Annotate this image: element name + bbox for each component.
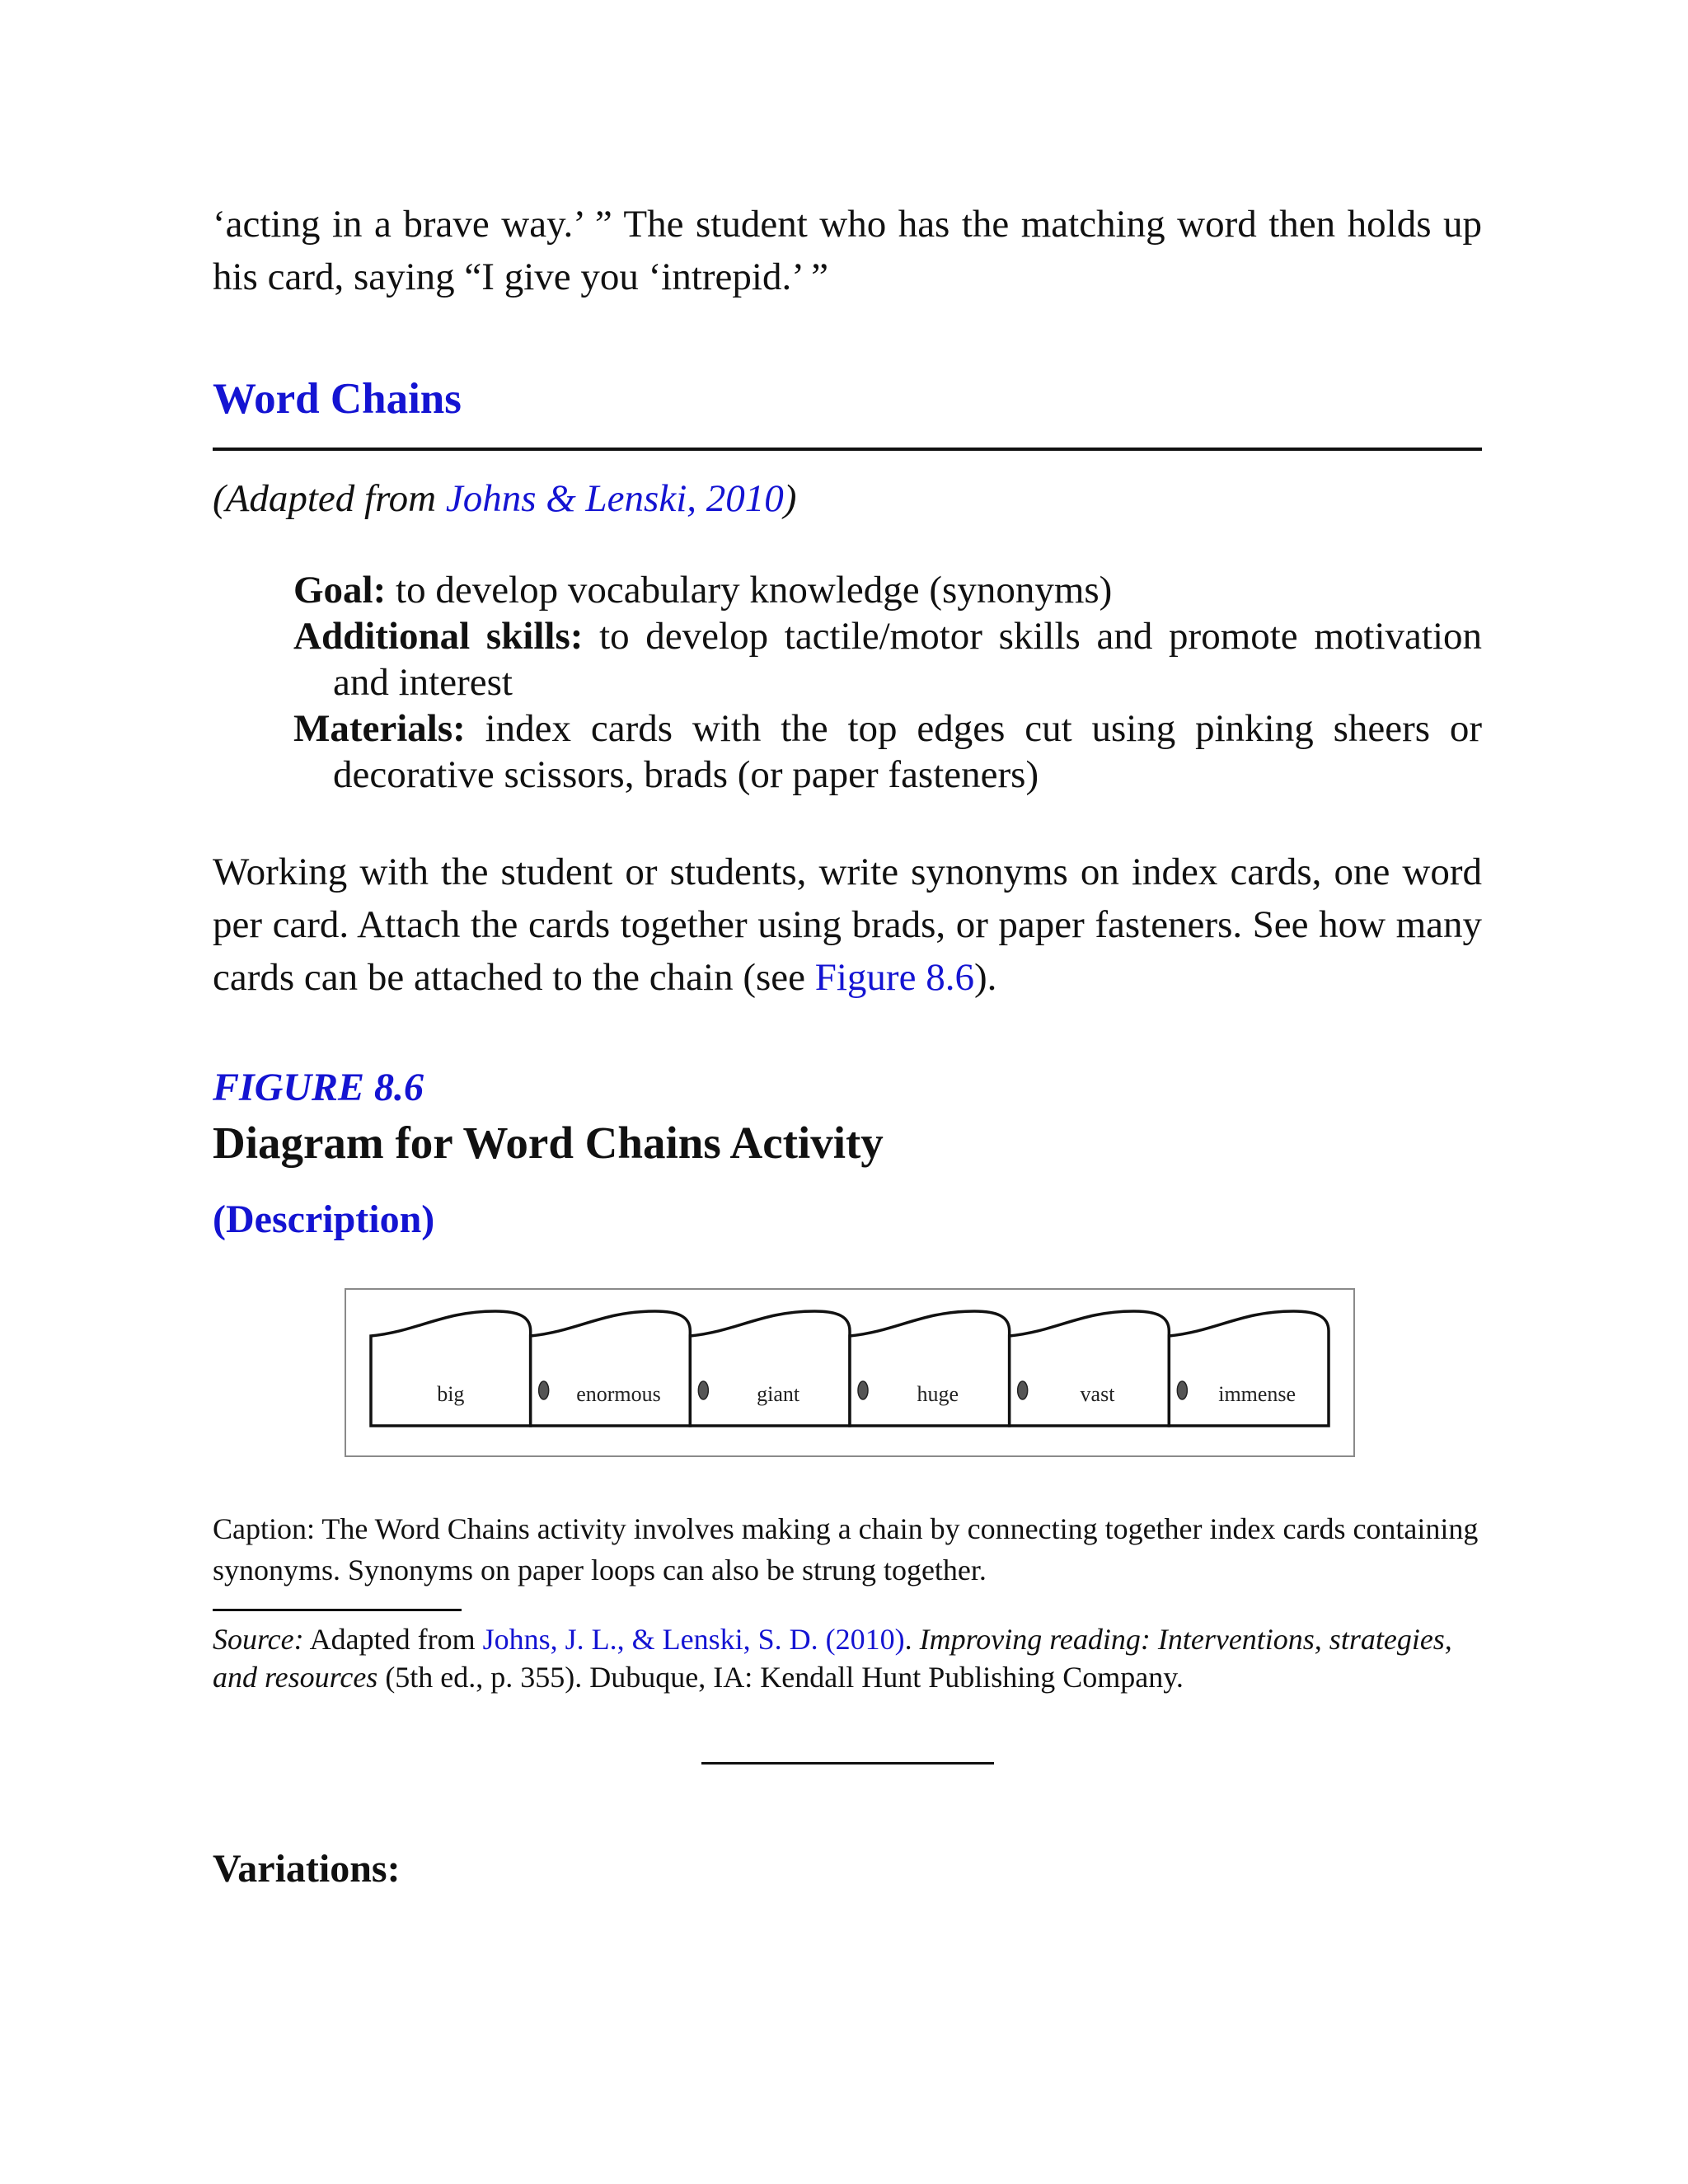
figure-link[interactable]: Figure 8.6 [814, 956, 974, 999]
goal-item [293, 567, 1482, 613]
source-label: Source: [213, 1623, 304, 1656]
section-heading: Word Chains [213, 375, 462, 423]
body-text: Working with the student or students, write synonyms on index cards, one word per card. Attach the cards together using brads, or paper fasteners. See how many cards can be attached to the chain (see [213, 851, 1482, 999]
activity-meta [293, 567, 1482, 798]
section-end-divider [701, 1762, 994, 1765]
word-chain-diagram [345, 1288, 1355, 1457]
adapted-suffix: ) [783, 477, 797, 520]
brad-fastener [858, 1381, 868, 1399]
brad-fastener [698, 1381, 708, 1399]
source-text-1: Adapted from [303, 1623, 483, 1656]
source-citation-link[interactable]: Johns, J. L., & Lenski, S. D. (2010) [482, 1623, 905, 1656]
card-word: immense [1218, 1382, 1296, 1406]
source-text-3: (5th ed., p. 355). Dubuque, IA: Kendall Hunt Publishing Company. [377, 1661, 1184, 1694]
skills-text: to develop tactile/motor skills and promote motivation and interest [333, 615, 1482, 704]
adapted-from [213, 476, 796, 521]
brad-fastener [1018, 1381, 1028, 1399]
materials-label: Materials: [293, 707, 466, 750]
source-text-2: . [904, 1623, 920, 1656]
variations-heading: Variations: [213, 1847, 401, 1891]
skills-label: Additional skills: [293, 615, 584, 658]
card-word: big [437, 1382, 465, 1406]
source-title: Improving reading: Interventions, strategies, and resources [213, 1623, 1452, 1694]
brad-fastener [1177, 1381, 1187, 1399]
card-word: giant [757, 1382, 800, 1406]
figure-label: FIGURE 8.6 [213, 1066, 424, 1109]
figure-caption: Caption: The Word Chains activity involves making a chain by connecting together index cards containing synonyms. Synonyms on paper loops can also be strung together. [213, 1512, 1479, 1586]
materials-text: index cards with the top edges cut using pinking sheers or decorative scissors, brads (or paper fasteners) [333, 707, 1482, 796]
card-word: huge [917, 1382, 959, 1406]
description-link[interactable]: (Description) [213, 1197, 435, 1241]
adapted-prefix: (Adapted from [213, 477, 446, 520]
card-word: vast [1080, 1382, 1115, 1406]
body-text-end: ). [973, 956, 997, 999]
intro-paragraph: ‘acting in a brave way.’ ” The student who has the matching word then holds up his card, saying “I give you ‘intrepid.’ ” [213, 203, 1482, 298]
adapted-citation-link[interactable]: Johns & Lenski, 2010 [445, 477, 784, 520]
footnote-divider [213, 1609, 462, 1611]
brad-fastener [539, 1381, 549, 1399]
goal-label: Goal: [293, 569, 387, 612]
card-word: enormous [576, 1382, 661, 1406]
figure-source [213, 1620, 1482, 1696]
goal-text: to develop vocabulary knowledge (synonyms) [386, 569, 1113, 612]
skills-item [293, 613, 1482, 705]
materials-item [293, 705, 1482, 798]
figure-title: Diagram for Word Chains Activity [213, 1118, 884, 1168]
section-divider [213, 448, 1482, 451]
body-paragraph [213, 846, 1482, 1004]
